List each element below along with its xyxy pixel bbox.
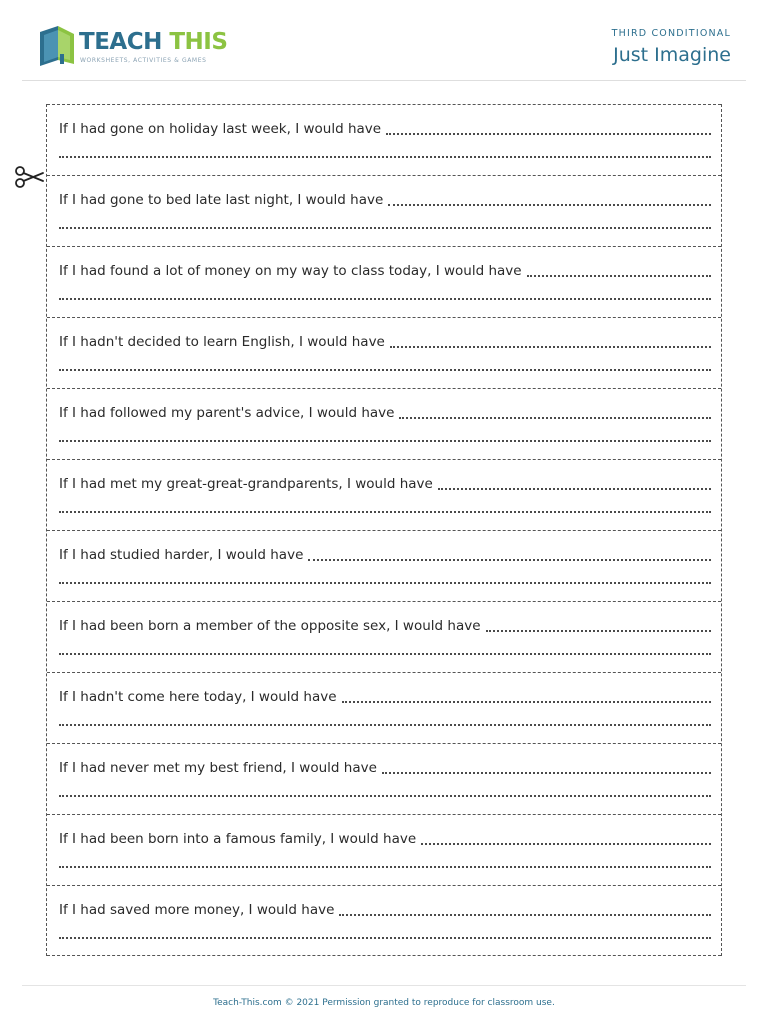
answer-dots-line: [59, 653, 711, 655]
page-title: Just Imagine: [613, 44, 731, 66]
prompt-text: If I had saved more money, I would have: [59, 902, 335, 918]
prompt-line: [59, 120, 711, 138]
answer-dots-line: [59, 298, 711, 300]
answer-dots-inline: [527, 275, 711, 277]
copyright-footer: Teach-This.com © 2021 Permission granted to reproduce for classroom use.: [213, 998, 555, 1008]
prompt-text: If I had been born a member of the opposite sex, I would have: [59, 618, 481, 634]
prompt-text: If I had never met my best friend, I would have: [59, 760, 377, 776]
prompt-line: [59, 759, 711, 777]
worksheet-cards: [46, 104, 722, 956]
answer-dots-inline: [390, 346, 711, 348]
answer-dots-inline: [339, 914, 711, 916]
prompt-text: If I hadn't come here today, I would have: [59, 689, 337, 705]
answer-dots-line: [59, 866, 711, 868]
prompt-text: If I had followed my parent's advice, I would have: [59, 405, 395, 421]
prompt-card-12: [47, 885, 721, 956]
topic-label: THIRD CONDITIONAL: [611, 28, 731, 39]
prompt-card-5: [47, 388, 721, 459]
answer-dots-inline: [308, 559, 711, 561]
answer-dots-line: [59, 440, 711, 442]
page-header: [0, 0, 768, 80]
answer-dots-inline: [388, 204, 711, 206]
prompt-card-11: [47, 814, 721, 885]
prompt-card-3: [47, 246, 721, 317]
answer-dots-line: [59, 724, 711, 726]
teach-this-logo: [36, 24, 236, 72]
answer-dots-line: [59, 511, 711, 513]
prompt-card-8: [47, 601, 721, 672]
answer-dots-line: [59, 369, 711, 371]
logo-wordmark: [79, 29, 227, 55]
prompt-card-4: [47, 317, 721, 388]
answer-dots-inline: [342, 701, 711, 703]
book-logo-icon: [36, 24, 76, 68]
answer-dots-inline: [386, 133, 711, 135]
prompt-text: If I had studied harder, I would have: [59, 547, 304, 563]
answer-dots-line: [59, 582, 711, 584]
logo-word-this: THIS: [169, 29, 228, 55]
answer-dots-inline: [399, 417, 711, 419]
prompt-line: [59, 475, 711, 493]
prompt-line: [59, 617, 711, 635]
prompt-line: [59, 191, 711, 209]
prompt-card-2: [47, 175, 721, 246]
prompt-line: [59, 333, 711, 351]
prompt-card-10: [47, 743, 721, 814]
prompt-card-1: [47, 104, 721, 175]
answer-dots-line: [59, 937, 711, 939]
prompt-line: [59, 830, 711, 848]
logo-tagline: WORKSHEETS, ACTIVITIES & GAMES: [80, 57, 207, 64]
prompt-text: If I had been born into a famous family, I would have: [59, 831, 417, 847]
prompt-text: If I had gone on holiday last week, I would have: [59, 121, 382, 137]
prompt-line: [59, 901, 711, 919]
answer-dots-inline: [438, 488, 711, 490]
prompt-line: [59, 688, 711, 706]
logo-word-teach: TEACH: [79, 29, 162, 55]
prompt-card-9: [47, 672, 721, 743]
prompt-line: [59, 262, 711, 280]
prompt-card-7: [47, 530, 721, 601]
prompt-text: If I hadn't decided to learn English, I would have: [59, 334, 385, 350]
header-titles: [612, 28, 731, 67]
answer-dots-inline: [382, 772, 711, 774]
answer-dots-line: [59, 156, 711, 158]
prompt-line: [59, 546, 711, 564]
prompt-card-6: [47, 459, 721, 530]
answer-dots-line: [59, 795, 711, 797]
prompt-text: If I had met my great-great-grandparents, I would have: [59, 476, 433, 492]
prompt-text: If I had found a lot of money on my way to class today, I would have: [59, 263, 522, 279]
prompt-line: [59, 404, 711, 422]
prompt-text: If I had gone to bed late last night, I would have: [59, 192, 384, 208]
footer-divider: [22, 985, 746, 986]
header-divider: [22, 80, 746, 81]
answer-dots-inline: [486, 630, 711, 632]
scissors-icon: [14, 166, 44, 188]
answer-dots-line: [59, 227, 711, 229]
answer-dots-inline: [421, 843, 711, 845]
